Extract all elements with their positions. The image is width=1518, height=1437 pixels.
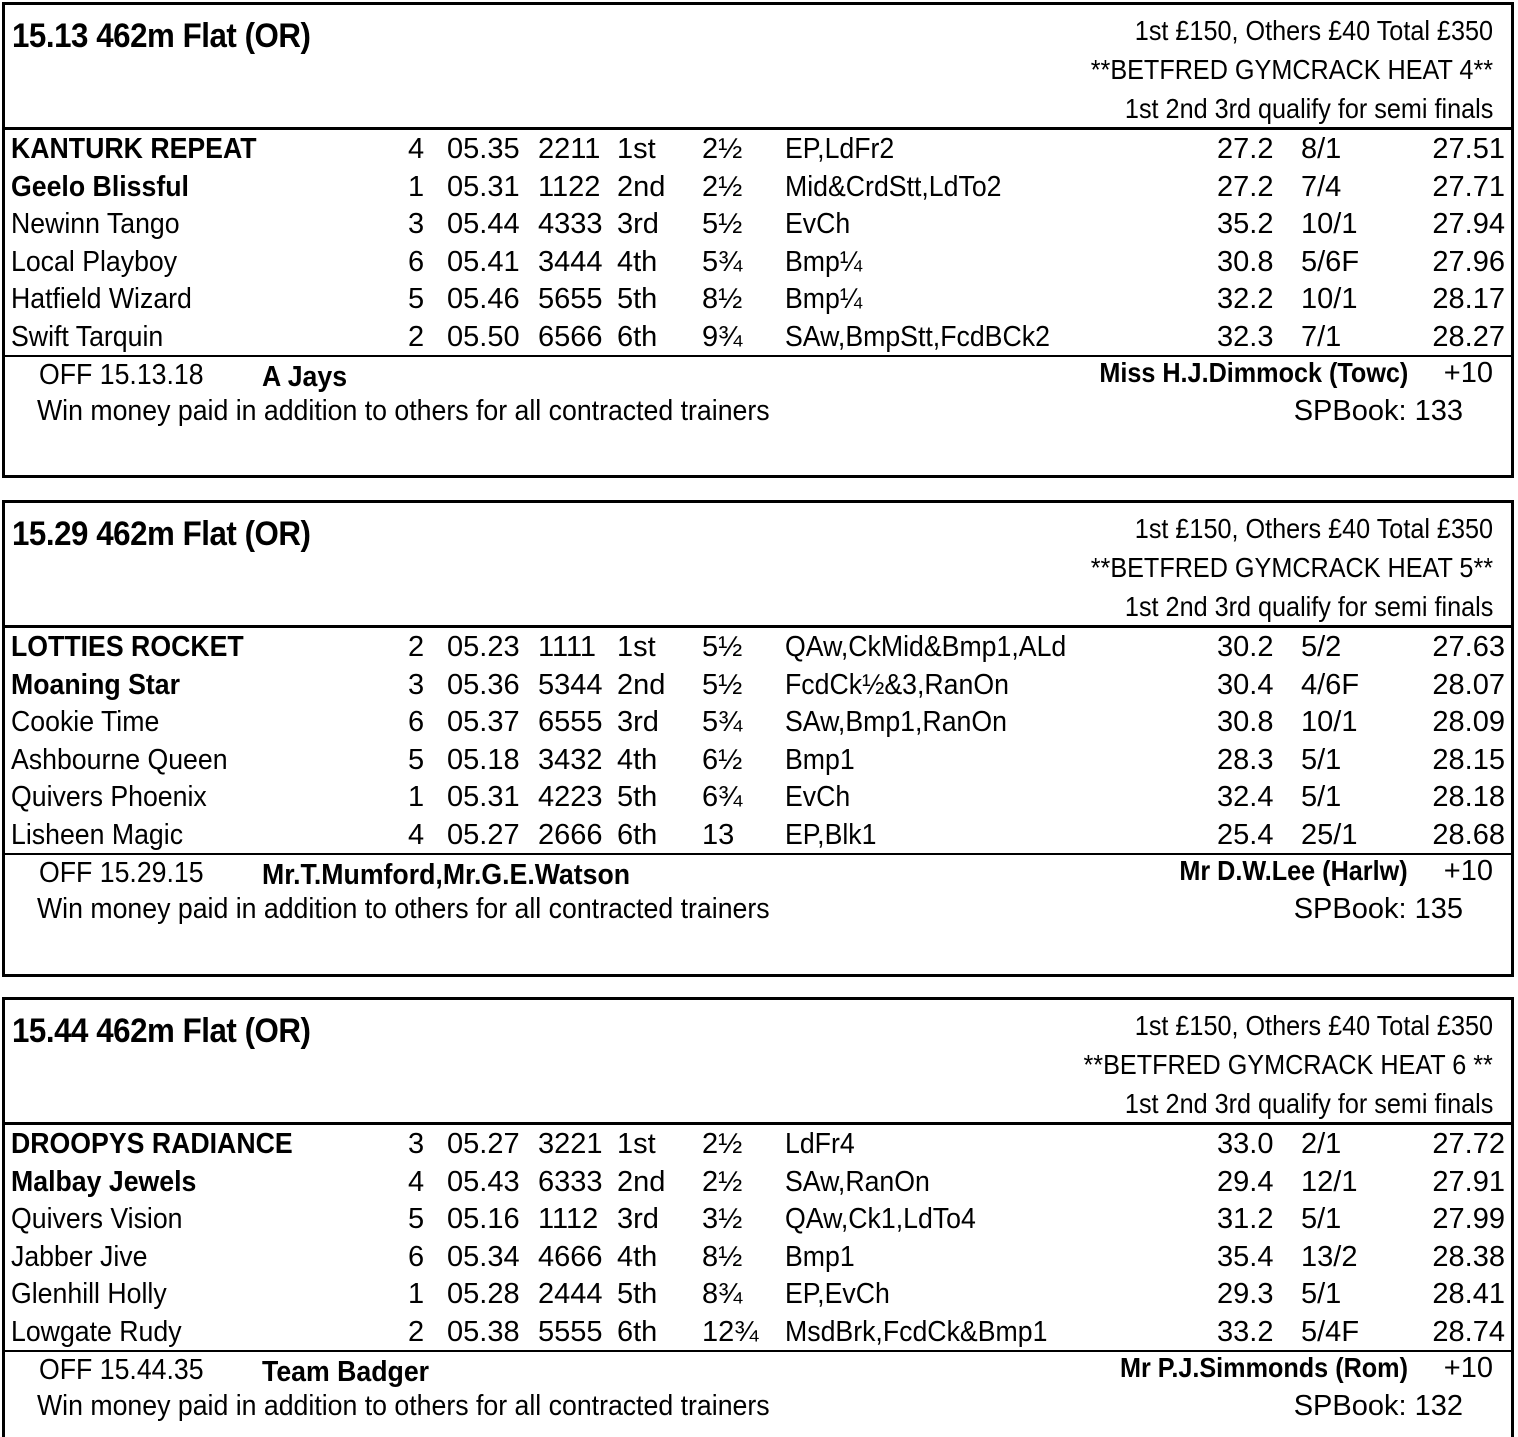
race-card (2, 997, 1514, 1437)
runner-remarks: QAw,Ck1,LdTo4 (785, 1203, 976, 1235)
runner-trap: 2 (408, 631, 425, 663)
runner-split: 05.43 (447, 1165, 520, 1198)
runner-name: KANTURK REPEAT (11, 133, 257, 165)
owner-name: A Jays (262, 361, 348, 393)
runner-time: 28.07 (1432, 668, 1505, 701)
runner-bends: 5655 (538, 283, 603, 315)
runner-time: 28.09 (1432, 706, 1505, 738)
off-time: OFF 15.44.35 (39, 1354, 204, 1386)
results-table (5, 628, 1511, 853)
runner-pos: 3rd (617, 1203, 659, 1235)
off-time: OFF 15.13.18 (39, 359, 204, 391)
runner-dist: 12¾ (702, 1315, 759, 1348)
runner-row (5, 168, 1511, 206)
runner-pos: 4th (617, 245, 658, 278)
runner-bends: 5555 (538, 1315, 603, 1348)
trainer-name: Mr D.W.Lee (Harlw) (1179, 855, 1408, 886)
runner-row (5, 816, 1511, 854)
win-money-note: Win money paid in addition to others for all contracted trainers (37, 1390, 770, 1422)
runner-name: Geelo Blissful (11, 170, 189, 203)
runner-weight: 27.2 (1217, 133, 1274, 165)
race-card (2, 2, 1514, 478)
runner-row (5, 666, 1511, 704)
owner-name: Team Badger (262, 1356, 430, 1388)
runner-trap: 1 (408, 170, 425, 203)
runner-row (5, 778, 1511, 816)
runner-time: 27.63 (1432, 631, 1505, 663)
runner-name: Local Playboy (11, 245, 178, 278)
runner-dist: 8¾ (702, 1278, 743, 1310)
results-table (5, 130, 1511, 355)
runner-remarks: EvCh (785, 781, 851, 813)
runner-trap: 5 (408, 1203, 425, 1235)
runner-name: Cookie Time (11, 706, 160, 738)
runner-sp: 25/1 (1301, 818, 1358, 851)
results-table (5, 1125, 1511, 1350)
runner-time: 28.17 (1432, 283, 1505, 315)
runner-pos: 2nd (617, 170, 666, 203)
race-title: 15.13 462m Flat (OR) (12, 17, 311, 55)
runner-remarks: SAw,Bmp1,RanOn (785, 706, 1007, 738)
runner-trap: 1 (408, 781, 425, 813)
runner-weight: 28.3 (1217, 743, 1274, 776)
runner-bends: 6566 (538, 320, 603, 353)
runner-sp: 5/1 (1301, 1203, 1342, 1235)
runner-sp: 10/1 (1301, 208, 1358, 240)
runner-split: 05.38 (447, 1315, 520, 1348)
prize-money: 1st £150, Others £40 Total £350 (1134, 513, 1493, 544)
runner-remarks: EvCh (785, 208, 851, 240)
runner-time: 27.71 (1432, 170, 1505, 203)
qualify-note: 1st 2nd 3rd qualify for semi finals (1124, 1088, 1493, 1119)
runner-time: 27.99 (1432, 1203, 1505, 1235)
runner-dist: 3½ (702, 1203, 743, 1235)
runner-dist: 2½ (702, 1165, 743, 1198)
runner-bends: 2211 (538, 133, 601, 165)
trainer-bonus: +10 (1443, 1352, 1493, 1384)
runner-sp: 13/2 (1301, 1240, 1358, 1273)
runner-weight: 32.4 (1217, 781, 1274, 813)
runner-sp: 2/1 (1301, 1128, 1342, 1160)
runner-split: 05.27 (447, 818, 520, 851)
runner-name: DROOPYS RADIANCE (11, 1128, 293, 1160)
runner-weight: 33.0 (1217, 1128, 1274, 1160)
runner-row (5, 243, 1511, 281)
runner-trap: 4 (408, 1165, 425, 1198)
runner-bends: 3221 (538, 1128, 603, 1160)
trainer-bonus: +10 (1443, 855, 1493, 887)
runner-dist: 5¾ (702, 706, 743, 738)
runner-bends: 1122 (538, 170, 601, 203)
runner-pos: 6th (617, 1315, 658, 1348)
trainer-bonus: +10 (1443, 357, 1493, 389)
runner-dist: 2½ (702, 133, 743, 165)
runner-sp: 7/1 (1301, 320, 1342, 353)
runner-dist: 6½ (702, 743, 743, 776)
runner-weight: 33.2 (1217, 1315, 1274, 1348)
runner-bends: 3432 (538, 743, 603, 776)
runner-trap: 2 (408, 1315, 425, 1348)
runner-pos: 4th (617, 1240, 658, 1273)
runner-split: 05.37 (447, 706, 520, 738)
event-name: **BETFRED GYMCRACK HEAT 4** (1090, 54, 1493, 85)
win-money-note: Win money paid in addition to others for all contracted trainers (37, 893, 770, 925)
runner-row (5, 1200, 1511, 1238)
off-time: OFF 15.29.15 (39, 857, 204, 889)
runner-dist: 2½ (702, 1128, 743, 1160)
runner-weight: 32.2 (1217, 283, 1274, 315)
runner-weight: 31.2 (1217, 1203, 1274, 1235)
runner-bends: 2444 (538, 1278, 603, 1310)
runner-split: 05.31 (447, 170, 520, 203)
prize-money: 1st £150, Others £40 Total £350 (1134, 15, 1493, 46)
runner-split: 05.36 (447, 668, 520, 701)
runner-row (5, 1313, 1511, 1351)
runner-row (5, 628, 1511, 666)
runner-split: 05.35 (447, 133, 520, 165)
runner-pos: 5th (617, 283, 658, 315)
runner-pos: 4th (617, 743, 658, 776)
event-name: **BETFRED GYMCRACK HEAT 5** (1090, 552, 1493, 583)
runner-name: Moaning Star (11, 668, 180, 701)
sp-book: SPBook: 132 (1293, 1390, 1463, 1422)
runner-weight: 30.8 (1217, 706, 1274, 738)
runner-trap: 4 (408, 133, 425, 165)
runner-pos: 1st (617, 631, 656, 663)
runner-name: Quivers Phoenix (11, 781, 207, 813)
runner-split: 05.18 (447, 743, 520, 776)
runner-split: 05.16 (447, 1203, 520, 1235)
runner-name: Ashbourne Queen (11, 743, 228, 776)
runner-remarks: Bmp¼ (785, 245, 863, 278)
runner-bends: 5344 (538, 668, 603, 701)
runner-trap: 3 (408, 668, 425, 701)
runner-name: Newinn Tango (11, 208, 180, 240)
runner-trap: 4 (408, 818, 425, 851)
owner-name: Mr.T.Mumford,Mr.G.E.Watson (262, 859, 631, 891)
runner-weight: 30.8 (1217, 245, 1274, 278)
runner-remarks: MsdBrk,FcdCk&Bmp1 (785, 1315, 1048, 1348)
runner-split: 05.44 (447, 208, 520, 240)
runner-dist: 5¾ (702, 245, 743, 278)
prize-money: 1st £150, Others £40 Total £350 (1134, 1010, 1493, 1041)
runner-pos: 5th (617, 781, 658, 813)
runner-pos: 1st (617, 1128, 656, 1160)
runner-sp: 4/6F (1301, 668, 1360, 701)
runner-trap: 6 (408, 245, 425, 278)
runner-dist: 6¾ (702, 781, 743, 813)
runner-dist: 5½ (702, 208, 743, 240)
trainer-name: Mr P.J.Simmonds (Rom) (1120, 1352, 1408, 1383)
runner-remarks: SAw,RanOn (785, 1165, 930, 1198)
runner-remarks: QAw,CkMid&Bmp1,ALd (785, 631, 1067, 663)
runner-sp: 8/1 (1301, 133, 1342, 165)
sp-book: SPBook: 135 (1293, 893, 1463, 925)
runner-trap: 2 (408, 320, 425, 353)
runner-sp: 10/1 (1301, 283, 1358, 315)
runner-remarks: SAw,BmpStt,FcdBCk2 (785, 320, 1050, 353)
runner-pos: 6th (617, 320, 658, 353)
runner-remarks: Bmp1 (785, 1240, 855, 1273)
runner-trap: 3 (408, 208, 425, 240)
runner-pos: 2nd (617, 1165, 666, 1198)
runner-dist: 8½ (702, 1240, 743, 1273)
runner-split: 05.31 (447, 781, 520, 813)
runner-row (5, 280, 1511, 318)
runner-bends: 4223 (538, 781, 603, 813)
runner-weight: 25.4 (1217, 818, 1274, 851)
runner-row (5, 1125, 1511, 1163)
runner-name: Glenhill Holly (11, 1278, 167, 1310)
runner-name: Malbay Jewels (11, 1165, 197, 1198)
runner-time: 27.91 (1432, 1165, 1505, 1198)
runner-time: 27.51 (1432, 133, 1505, 165)
runner-row (5, 1163, 1511, 1201)
runner-weight: 35.4 (1217, 1240, 1274, 1273)
sp-book: SPBook: 133 (1293, 395, 1463, 427)
runner-dist: 5½ (702, 631, 743, 663)
runner-dist: 2½ (702, 170, 743, 203)
runner-sp: 7/4 (1301, 170, 1342, 203)
runner-pos: 3rd (617, 706, 659, 738)
runner-row (5, 130, 1511, 168)
runner-split: 05.27 (447, 1128, 520, 1160)
runner-sp: 5/1 (1301, 743, 1342, 776)
runner-weight: 29.4 (1217, 1165, 1274, 1198)
runner-sp: 5/2 (1301, 631, 1342, 663)
runner-dist: 13 (702, 818, 735, 851)
trainer-name: Miss H.J.Dimmock (Towc) (1099, 357, 1408, 388)
runner-sp: 5/1 (1301, 1278, 1342, 1310)
runner-dist: 8½ (702, 283, 743, 315)
runner-bends: 1111 (538, 631, 597, 663)
runner-row (5, 741, 1511, 779)
runner-name: Jabber Jive (11, 1240, 148, 1273)
runner-bends: 4333 (538, 208, 603, 240)
runner-remarks: EP,EvCh (785, 1278, 890, 1310)
runner-time: 28.18 (1432, 781, 1505, 813)
runner-remarks: Bmp¼ (785, 283, 863, 315)
runner-pos: 3rd (617, 208, 659, 240)
runner-weight: 30.2 (1217, 631, 1274, 663)
runner-pos: 2nd (617, 668, 666, 701)
runner-remarks: Mid&CrdStt,LdTo2 (785, 170, 1002, 203)
runner-pos: 6th (617, 818, 658, 851)
event-name: **BETFRED GYMCRACK HEAT 6 ** (1083, 1049, 1493, 1080)
runner-row (5, 318, 1511, 356)
runner-time: 28.68 (1432, 818, 1505, 851)
runner-weight: 29.3 (1217, 1278, 1274, 1310)
runner-trap: 3 (408, 1128, 425, 1160)
runner-remarks: LdFr4 (785, 1128, 855, 1160)
runner-remarks: FcdCk½&3,RanOn (785, 668, 1009, 701)
runner-remarks: EP,Blk1 (785, 818, 877, 851)
win-money-note: Win money paid in addition to others for all contracted trainers (37, 395, 770, 427)
runner-bends: 4666 (538, 1240, 603, 1273)
runner-split: 05.46 (447, 283, 520, 315)
runner-bends: 3444 (538, 245, 603, 278)
runner-name: Hatfield Wizard (11, 283, 192, 315)
runner-row (5, 1275, 1511, 1313)
runner-weight: 30.4 (1217, 668, 1274, 701)
runner-trap: 5 (408, 283, 425, 315)
runner-pos: 5th (617, 1278, 658, 1310)
runner-sp: 5/4F (1301, 1315, 1360, 1348)
qualify-note: 1st 2nd 3rd qualify for semi finals (1124, 591, 1493, 622)
race-card (2, 500, 1514, 977)
runner-dist: 9¾ (702, 320, 743, 353)
runner-row (5, 205, 1511, 243)
runner-weight: 35.2 (1217, 208, 1274, 240)
runner-sp: 12/1 (1301, 1165, 1358, 1198)
runner-name: Quivers Vision (11, 1203, 183, 1235)
runner-name: LOTTIES ROCKET (11, 631, 244, 663)
runner-weight: 27.2 (1217, 170, 1274, 203)
runner-time: 27.94 (1432, 208, 1505, 240)
runner-trap: 5 (408, 743, 425, 776)
runner-row (5, 703, 1511, 741)
runner-split: 05.28 (447, 1278, 520, 1310)
runner-time: 27.72 (1432, 1128, 1505, 1160)
runner-sp: 5/1 (1301, 781, 1342, 813)
runner-name: Lisheen Magic (11, 818, 184, 851)
runner-time: 28.74 (1432, 1315, 1505, 1348)
runner-sp: 5/6F (1301, 245, 1360, 278)
runner-trap: 1 (408, 1278, 425, 1310)
runner-time: 28.15 (1432, 743, 1505, 776)
runner-time: 28.41 (1432, 1278, 1505, 1310)
runner-name: Lowgate Rudy (11, 1315, 182, 1348)
runner-sp: 10/1 (1301, 706, 1358, 738)
runner-split: 05.23 (447, 631, 520, 663)
runner-time: 28.27 (1432, 320, 1505, 353)
runner-remarks: EP,LdFr2 (785, 133, 895, 165)
qualify-note: 1st 2nd 3rd qualify for semi finals (1124, 93, 1493, 124)
runner-trap: 6 (408, 1240, 425, 1273)
runner-trap: 6 (408, 706, 425, 738)
runner-name: Swift Tarquin (11, 320, 164, 353)
race-title: 15.29 462m Flat (OR) (12, 515, 311, 553)
runner-split: 05.41 (447, 245, 520, 278)
runner-remarks: Bmp1 (785, 743, 855, 776)
runner-dist: 5½ (702, 668, 743, 701)
race-title: 15.44 462m Flat (OR) (12, 1012, 311, 1050)
runner-time: 28.38 (1432, 1240, 1505, 1273)
runner-split: 05.34 (447, 1240, 520, 1273)
runner-bends: 6333 (538, 1165, 603, 1198)
runner-bends: 1112 (538, 1203, 599, 1235)
runner-row (5, 1238, 1511, 1276)
runner-split: 05.50 (447, 320, 520, 353)
runner-bends: 6555 (538, 706, 603, 738)
runner-weight: 32.3 (1217, 320, 1274, 353)
runner-time: 27.96 (1432, 245, 1505, 278)
runner-bends: 2666 (538, 818, 603, 851)
runner-pos: 1st (617, 133, 656, 165)
